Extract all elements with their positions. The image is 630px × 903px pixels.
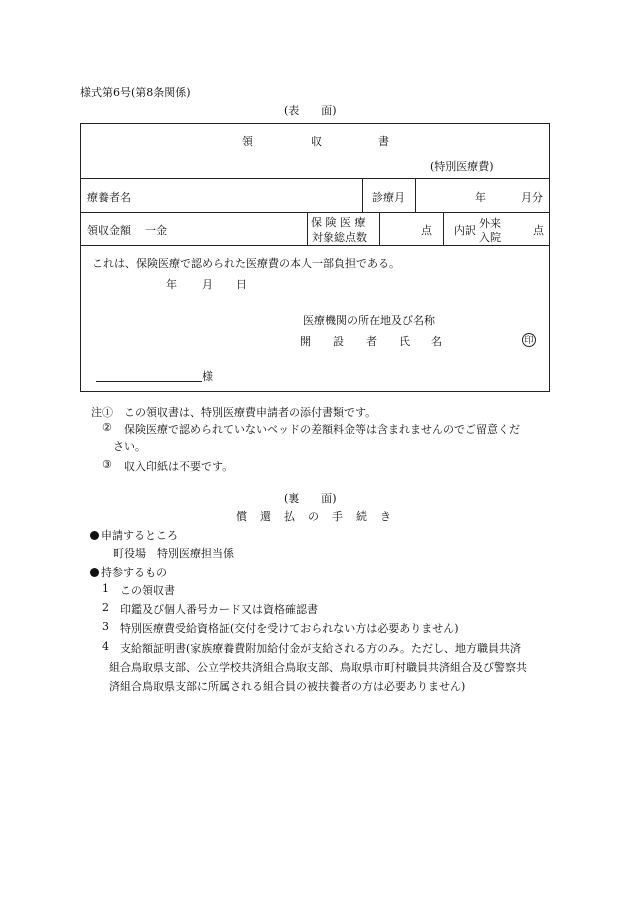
date-month: 月 (202, 278, 213, 291)
front-side-title-part: 面) (321, 104, 337, 117)
procedure-title-char: き (380, 510, 391, 523)
bullet-icon (90, 531, 99, 540)
item-text-cont: 済組合鳥取県支部に所属される組合員の被扶養者の方は必要ありません) (109, 680, 466, 693)
amount-prefix: 一金 (145, 224, 167, 237)
addressee-underline (96, 381, 202, 382)
note-3-text: 収入印紙は不要です。 (124, 460, 234, 473)
back-side-title (284, 490, 337, 506)
outpatient-label: 外来 (479, 217, 501, 230)
item-number: 4 (102, 640, 109, 653)
cell-divider (443, 212, 444, 245)
note-2-text: 保険医療で認められていないベッドの差額料金等は含まれませんのでご留意くだ (124, 423, 520, 436)
month-part-label: 月分 (521, 191, 543, 204)
cell-divider (307, 212, 308, 245)
item-text: 印鑑及び個人番号カード又は資格確認書 (120, 603, 318, 616)
bullet-icon (90, 568, 99, 577)
procedure-title-char: 還 (260, 510, 271, 523)
receipt-statement: これは、保険医療で認められた医療費の本人一部負担である。 (92, 257, 400, 270)
procedure-title-char: 手 (332, 510, 343, 523)
founder-label-char: 氏 (399, 335, 410, 348)
note-2-text-cont: さい。 (113, 440, 146, 453)
inpatient-label: 入院 (479, 231, 501, 244)
points-unit: 点 (421, 224, 432, 237)
points-unit-breakdown: 点 (533, 224, 544, 237)
note-1-marker: 注① (91, 406, 113, 419)
back-side-title-part: 面) (321, 492, 337, 505)
procedure-title-char: 償 (236, 510, 247, 523)
note-2-marker: ② (102, 421, 112, 434)
receipt-title-char: 書 (378, 135, 389, 148)
breakdown-label: 内訳 (454, 224, 476, 237)
front-side-title-part: (表 (284, 104, 300, 117)
receipt-title-char: 収 (311, 135, 322, 148)
item-number: 3 (102, 620, 109, 633)
receipt-form (80, 123, 550, 392)
insurance-label-line2: 対象総点数 (312, 231, 367, 244)
note-1-text: この領収書は、特別医療費申請者の添付書類です。 (124, 406, 377, 419)
visit-month-label: 診療月 (372, 191, 405, 204)
item-text: 支給額証明書(家族療養費附加給付金が支給される方のみ。ただし、地方職員共済 (120, 642, 521, 655)
bring-heading-text: 持参するもの (101, 566, 167, 579)
item-text: この領収書 (120, 584, 175, 597)
founder-label-char: 設 (333, 335, 344, 348)
cell-divider (415, 178, 416, 212)
row-divider (81, 212, 549, 213)
apply-heading-text: 申請するところ (101, 529, 178, 542)
date-day: 日 (236, 278, 247, 291)
procedure-title-char: の (308, 510, 319, 523)
apply-place: 町役場 特別医療担当係 (113, 547, 234, 560)
procedure-title-char: 払 (284, 510, 295, 523)
form-number-label: 様式第6号(第8条関係) (80, 86, 191, 99)
item-number: 1 (102, 582, 109, 595)
bring-heading (90, 564, 167, 580)
front-side-title (284, 102, 337, 118)
row-divider (81, 178, 549, 179)
institution-label: 医療機関の所在地及び名称 (303, 314, 435, 327)
cell-divider (379, 212, 380, 245)
patient-name-label: 療養者名 (87, 191, 131, 204)
founder-label-char: 開 (300, 335, 311, 348)
receipt-title-char: 領 (242, 135, 253, 148)
item-text-cont: 組合鳥取県支部、公立学校共済組合鳥取支部、鳥取県市町村職員共済組合及び警察共 (109, 661, 527, 674)
seal-mark: 印 (522, 333, 536, 347)
apply-heading (90, 527, 178, 543)
note-3-marker: ③ (102, 458, 112, 471)
item-number: 2 (102, 601, 109, 614)
addressee-suffix: 様 (202, 370, 213, 383)
item-text: 特別医療費受給資格証(交付を受けておられない方は必要ありません) (120, 622, 459, 635)
procedure-title-char: 続 (356, 510, 367, 523)
date-year: 年 (166, 278, 177, 291)
row-divider (81, 245, 549, 246)
insurance-label-line1: 保 険 医 療 (311, 216, 366, 229)
back-side-title-part: (裏 (284, 492, 300, 505)
receipt-subtitle: (特別医療費) (430, 160, 494, 173)
year-label: 年 (475, 191, 486, 204)
cell-divider (362, 178, 363, 212)
amount-label: 領収金額 (87, 224, 131, 237)
founder-label-char: 者 (366, 335, 377, 348)
founder-label-char: 名 (431, 335, 442, 348)
